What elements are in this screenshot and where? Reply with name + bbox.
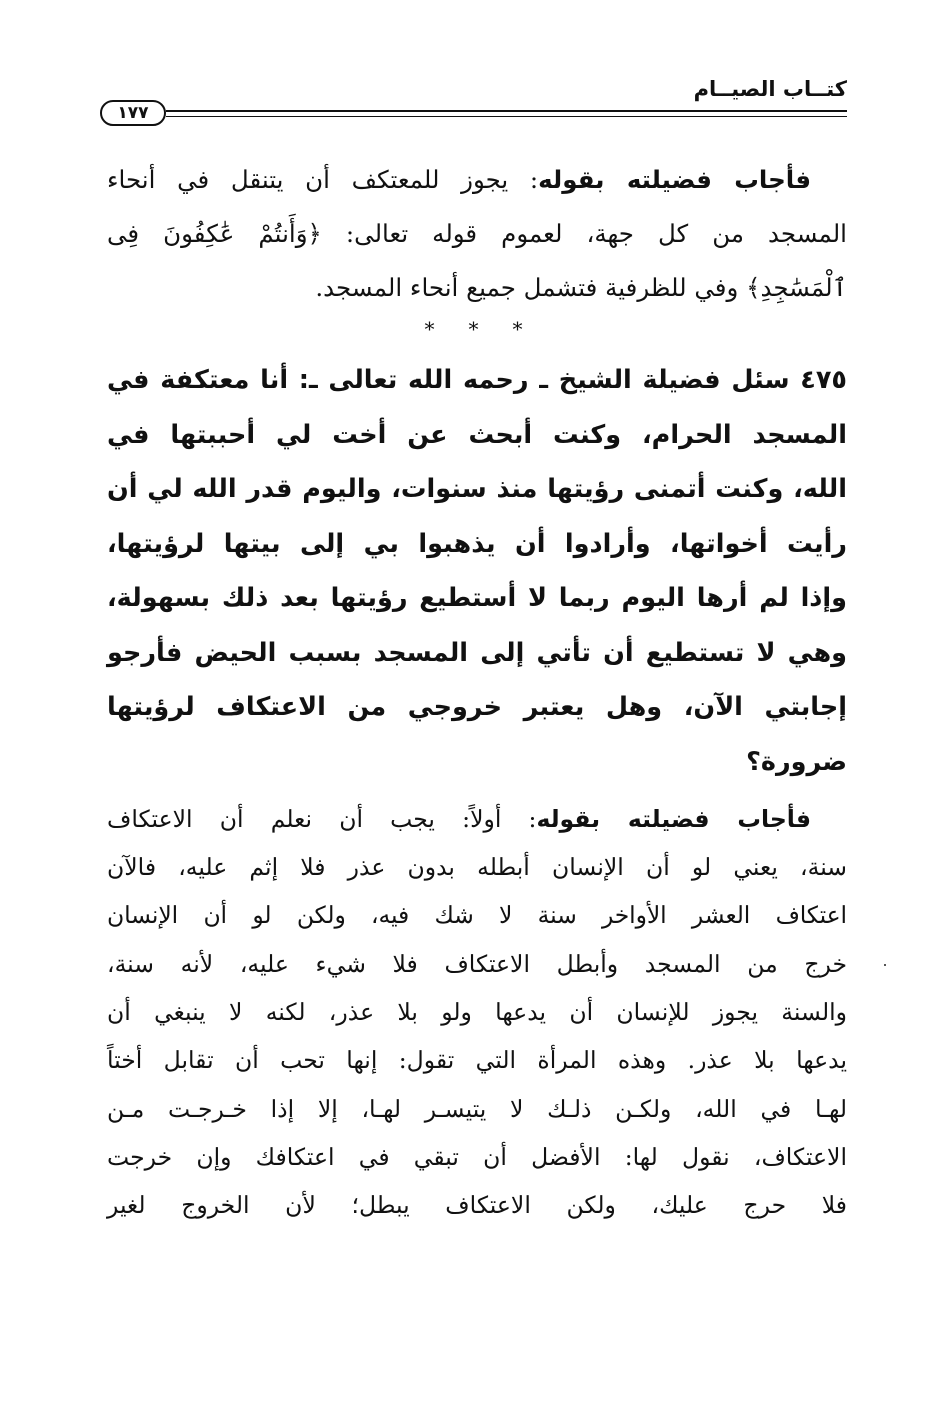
asterisk-mark: * [424,317,435,341]
paragraph-line: ٱلْمَسَٰجِدِ﴾ وفي للظرفية فتشمل جميع أنحاء المسجد. [315,273,847,302]
asterisk-mark: * [512,317,523,341]
header-rule-thin [166,116,847,117]
paragraph-line: المسجد من كل جهة، لعموم قوله تعالى: ﴿وَأَنتُمْ عَٰكِفُونَ فِى [107,219,847,248]
section-separator [0,318,947,340]
paragraph-line: فلا حرج عليك، ولكن الاعتكاف يبطل؛ لأن الخروج لغير [107,1191,847,1220]
answer-paragraph-1 [107,153,847,315]
header-rule [166,110,847,112]
paragraph-line: الاعتكاف، نقول لها: الأفضل أن تبقي في اعتكافك وإن خرجت [107,1143,847,1172]
answer-paragraph-2 [107,795,847,1230]
question-line: ضرورة؟ [746,746,847,777]
question-line: وهي لا تستطيع أن تأتي إلى المسجد بسبب الحيض فأرجو [107,637,847,668]
answer-text: : أولاً: يجب أن نعلم أن الاعتكاف [107,805,537,833]
answer-lead: فأجاب فضيلته بقوله [538,165,811,194]
paragraph-line: يدعها بلا عذر. وهذه المرأة التي تقول: إنها تحب أن تقابل أختاً [107,1046,847,1075]
answer-text: : يجوز للمعتكف أن يتنقل في أنحاء [107,165,539,194]
question-line: وإذا لم أرها اليوم ربما لا أستطيع رؤيتها بعد ذلك بسهولة، [107,583,847,613]
question-paragraph [107,353,847,789]
paragraph-line: والسنة يجوز للإنسان أن يدعها ولو بلا عذر، لكنه لا ينبغي أن [107,998,847,1027]
paragraph-line: لهـا في الله، ولكـن ذلـك لا يتيسـر لهـا، إلا إذا خـرجـت مـن [107,1094,847,1123]
answer-lead: فأجاب فضيلته بقوله [536,805,811,833]
paragraph-line: سنة، يعني لو أن الإنسان أبطله بدون عذر فلا إثم عليه، فالآن [107,853,847,882]
scan-speck [884,964,886,966]
question-line: الله، وكنت أتمنى رؤيتها منذ سنوات، واليوم قدر الله لي أن [107,474,847,504]
paragraph-line: اعتكاف العشر الأواخر سنة لا شك فيه، ولكن لو أن الإنسان [107,901,847,929]
question-line: ٤٧٥ سئل فضيلة الشيخ ـ رحمه الله تعالى ـ: أنا معتكفة في [107,365,847,395]
page-number: ١٧٧ [100,100,166,126]
paragraph-line: خرج من المسجد وأبطل الاعتكاف فلا شيء عليه، لأنه سنة، [107,949,847,978]
running-title: كتــاب الصيــام [693,77,847,101]
paragraph-line [107,795,847,843]
paragraph-line [107,153,847,207]
question-line: رأيت أخواتها، وأرادوا أن يذهبوا بي إلى بيتها لرؤيتها، [107,528,847,559]
asterisk-mark: * [468,317,479,341]
question-line: المسجد الحرام، وكنت أبحث عن أخت لي أحببتها في [107,419,847,450]
question-line: إجابتي الآن، وهل يعتبر خروجي من الاعتكاف لرؤيتها [107,692,847,722]
